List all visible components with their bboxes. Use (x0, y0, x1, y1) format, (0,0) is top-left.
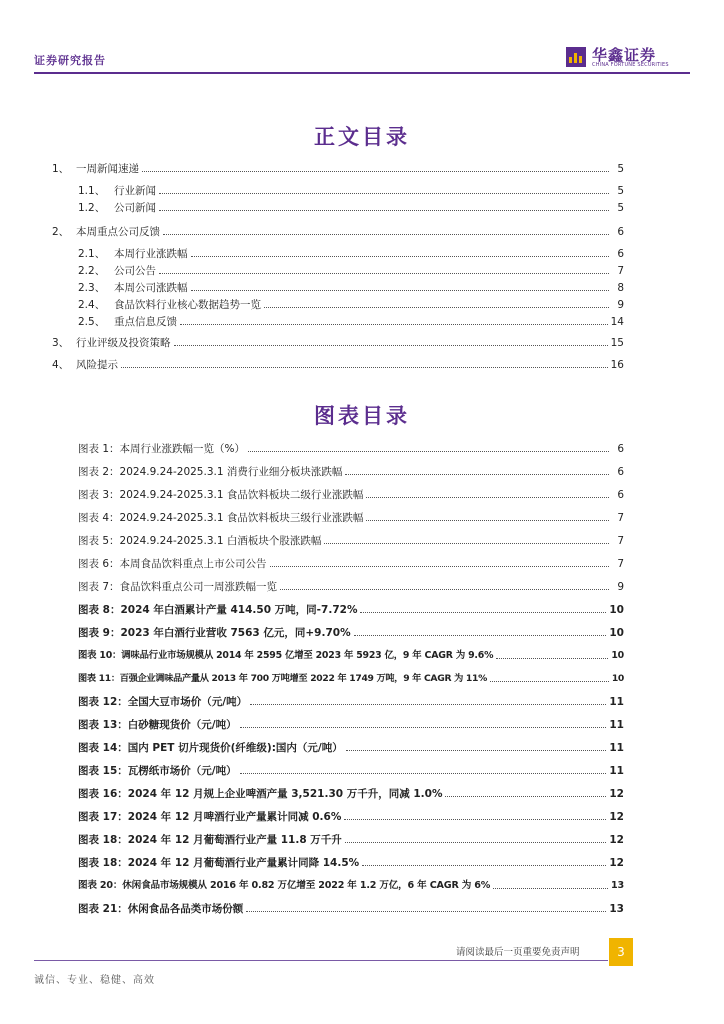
figure-item-text: 2023 年白酒行业营收 7563 亿元，同+9.70% (120, 627, 351, 639)
toc-item-number: 1.2、 (78, 202, 106, 214)
dot-leader (159, 210, 609, 211)
figure-item-label: 图表 8： (78, 604, 121, 616)
header-divider (34, 72, 690, 74)
figure-item-page: 10 (609, 604, 624, 616)
figure-item-label: 图表 11： (78, 673, 120, 684)
dot-leader (174, 345, 608, 346)
figure-item-text: 2024 年 12 月规上企业啤酒产量 3,521.30 万千升，同减 1.0% (127, 788, 443, 800)
dot-leader (240, 727, 607, 728)
brand-subtitle: CHINA FORTUNE SECURITIES (592, 62, 669, 68)
figure-item-label: 图表 18： (78, 857, 128, 869)
figure-item-text: 全国大豆市场价（元/吨） (127, 696, 248, 708)
toc-item-page: 8 (617, 282, 624, 294)
toc-item[interactable] (78, 245, 624, 261)
figure-item-text: 百强企业调味品产量从 2013 年 700 万吨增至 2022 年 1749 万吨，9 年 CAGR 为 11% (119, 673, 488, 684)
dot-leader (121, 367, 608, 368)
toc-item-number: 2.1、 (78, 248, 106, 260)
dot-leader (362, 865, 606, 866)
figure-item[interactable] (78, 463, 624, 479)
toc-item[interactable] (52, 356, 624, 372)
toc-item-page: 15 (610, 337, 624, 349)
figure-item-text: 食品饮料重点公司一周涨跌幅一览 (119, 581, 278, 593)
figure-item[interactable] (78, 693, 624, 709)
figure-item[interactable] (78, 808, 624, 824)
figure-item[interactable] (78, 716, 624, 732)
figure-item-page: 12 (609, 857, 624, 869)
figure-item-page: 11 (609, 742, 624, 754)
dot-leader (248, 451, 609, 452)
report-type-label: 证券研究报告 (34, 54, 106, 67)
toc-item-number: 1.1、 (78, 185, 106, 197)
figure-item[interactable] (78, 877, 624, 893)
footer-divider (34, 960, 608, 961)
figure-item[interactable] (78, 555, 624, 571)
toc-item-page: 5 (617, 185, 624, 197)
figure-item[interactable] (78, 647, 624, 663)
figure-item-text: 国内 PET 切片现货价(纤维级):国内（元/吨） (127, 742, 343, 754)
dot-leader (163, 234, 609, 235)
toc-item-page: 6 (617, 248, 624, 260)
figure-item-label: 图表 9： (78, 627, 121, 639)
figure-item-page: 6 (617, 443, 624, 455)
dot-leader (159, 273, 609, 274)
page-number-badge: 3 (609, 938, 633, 966)
figure-item-text: 2024 年 12 月葡萄酒行业产量 11.8 万千升 (127, 834, 342, 846)
dot-leader (240, 773, 607, 774)
figure-item[interactable] (78, 601, 624, 617)
disclaimer-note: 请阅读最后一页重要免责声明 (456, 947, 580, 958)
figure-item-text: 2024 年 12 月葡萄酒行业产量累计同降 14.5% (127, 857, 360, 869)
figure-item-page: 6 (617, 466, 624, 478)
figure-item-text: 休闲食品各品类市场份额 (127, 903, 244, 915)
toc-item-text: 公司公告 (114, 265, 156, 277)
toc-item[interactable] (78, 279, 624, 295)
figure-item-text: 休闲食品市场规模从 2016 年 0.82 万亿增至 2022 年 1.2 万亿，6 年 CAGR 为 6% (122, 880, 491, 891)
toc-item-text: 重点信息反馈 (114, 316, 177, 328)
figure-item[interactable] (78, 739, 624, 755)
toc-item-number: 2.4、 (78, 299, 106, 311)
toc-item[interactable] (78, 182, 624, 198)
dot-leader (366, 497, 609, 498)
figure-item-text: 2024.9.24-2025.3.1 食品饮料板块二级行业涨跌幅 (119, 489, 364, 501)
figure-item-page: 11 (609, 696, 624, 708)
figure-item-page: 12 (609, 811, 624, 823)
toc-item-page: 14 (610, 316, 624, 328)
toc-item-page: 16 (610, 359, 624, 371)
toc-item-page: 9 (617, 299, 624, 311)
dot-leader (360, 612, 606, 613)
toc-item[interactable] (52, 160, 624, 176)
toc-item-text: 本周行业涨跌幅 (114, 248, 188, 260)
figure-item-page: 7 (617, 535, 624, 547)
figure-item-page: 12 (609, 834, 624, 846)
figure-item-page: 12 (609, 788, 624, 800)
toc-item-number: 2、 (52, 226, 70, 238)
toc-item-page: 5 (617, 202, 624, 214)
toc-item[interactable] (78, 313, 624, 329)
figure-item-text: 2024 年 12 月啤酒行业产量累计同减 0.6% (127, 811, 342, 823)
figure-item-label: 图表 5： (78, 535, 120, 547)
dot-leader (344, 819, 606, 820)
toc-item-page: 7 (617, 265, 624, 277)
figure-item-label: 图表 3： (78, 489, 120, 501)
figure-item-page: 11 (609, 719, 624, 731)
toc-item-number: 2.3、 (78, 282, 106, 294)
figure-item[interactable] (78, 578, 624, 594)
figure-item[interactable] (78, 509, 624, 525)
dot-leader (270, 566, 609, 567)
figure-item-page: 13 (611, 880, 624, 891)
dot-leader (324, 543, 609, 544)
figure-item-page: 7 (617, 558, 624, 570)
dot-leader (191, 290, 610, 291)
figure-item-label: 图表 18： (78, 834, 128, 846)
dot-leader (246, 911, 606, 912)
dot-leader (345, 474, 609, 475)
toc-item-text: 公司新闻 (114, 202, 156, 214)
dot-leader (159, 193, 609, 194)
figure-item[interactable] (78, 440, 624, 456)
figure-item-text: 瓦楞纸市场价（元/吨） (127, 765, 237, 777)
dot-leader (345, 842, 607, 843)
dot-leader (180, 324, 608, 325)
dot-leader (191, 256, 610, 257)
figure-item-label: 图表 17： (78, 811, 128, 823)
toc-item-number: 2.2、 (78, 265, 106, 277)
figure-item-label: 图表 2： (78, 466, 120, 478)
brand-name: 华鑫证券 (592, 46, 657, 64)
figure-item-label: 图表 10： (78, 650, 122, 661)
company-motto: 诚信、专业、稳健、高效 (34, 975, 155, 986)
toc-item[interactable] (52, 334, 624, 350)
toc-item-text: 一周新闻速递 (76, 163, 139, 175)
figure-item[interactable] (78, 670, 624, 686)
figure-item-page: 10 (611, 650, 624, 661)
toc-item[interactable] (78, 199, 624, 215)
dot-leader (250, 704, 606, 705)
figure-item[interactable] (78, 624, 624, 640)
figure-item[interactable] (78, 532, 624, 548)
toc-item-number: 4、 (52, 359, 70, 371)
figure-item-page: 10 (611, 673, 624, 684)
toc-item-number: 2.5、 (78, 316, 106, 328)
figure-item-page: 13 (609, 903, 624, 915)
dot-leader (264, 307, 609, 308)
figure-item[interactable] (78, 486, 624, 502)
figure-item-label: 图表 6： (78, 558, 120, 570)
toc-item[interactable] (78, 262, 624, 278)
figure-item[interactable] (78, 854, 624, 870)
figure-item-label: 图表 14： (78, 742, 128, 754)
figure-item-label: 图表 15： (78, 765, 128, 777)
dot-leader (346, 750, 607, 751)
toc-item-number: 3、 (52, 337, 70, 349)
brand-logo (566, 46, 690, 70)
toc-item-number: 1、 (52, 163, 70, 175)
figure-item-page: 11 (609, 765, 624, 777)
logo-mark-icon (566, 47, 586, 67)
figure-item-label: 图表 4： (78, 512, 120, 524)
dot-leader (493, 888, 608, 889)
toc-item-text: 本周重点公司反馈 (76, 226, 160, 238)
dot-leader (142, 171, 609, 172)
toc-title: 正文目录 (314, 124, 410, 149)
figure-item-text: 本周食品饮料重点上市公司公告 (119, 558, 267, 570)
figure-item-label: 图表 1： (78, 443, 120, 455)
figure-item-page: 6 (617, 489, 624, 501)
dot-leader (280, 589, 609, 590)
dot-leader (490, 681, 609, 682)
dot-leader (354, 635, 607, 636)
dot-leader (496, 658, 608, 659)
figure-item-label: 图表 21： (78, 903, 128, 915)
figure-item-label: 图表 12： (78, 696, 128, 708)
toc-item-page: 6 (617, 226, 624, 238)
toc-item-text: 食品饮料行业核心数据趋势一览 (114, 299, 261, 311)
figure-item-text: 2024.9.24-2025.3.1 食品饮料板块三级行业涨跌幅 (119, 512, 364, 524)
figure-item-text: 2024.9.24-2025.3.1 白酒板块个股涨跌幅 (119, 535, 322, 547)
toc-item[interactable] (52, 223, 624, 239)
figure-item[interactable] (78, 762, 624, 778)
dot-leader (366, 520, 609, 521)
figure-item-text: 调味品行业市场规模从 2014 年 2595 亿增至 2023 年 5923 亿，9 年 CAGR 为 9.6% (121, 650, 494, 661)
figure-item-text: 本周行业涨跌幅一览（%） (119, 443, 246, 455)
figure-item-text: 白砂糖现货价（元/吨） (127, 719, 237, 731)
figure-item[interactable] (78, 831, 624, 847)
figure-item-label: 图表 20： (78, 880, 123, 891)
toc-item-text: 行业新闻 (114, 185, 156, 197)
figure-item-text: 2024 年白酒累计产量 414.50 万吨，同-7.72% (120, 604, 358, 616)
toc-item-text: 风险提示 (76, 359, 118, 371)
figure-item-label: 图表 16： (78, 788, 128, 800)
toc-item-text: 行业评级及投资策略 (76, 337, 171, 349)
figure-item[interactable] (78, 900, 624, 916)
figure-list-title: 图表目录 (314, 403, 410, 428)
figure-item-page: 10 (609, 627, 624, 639)
figure-item-label: 图表 13： (78, 719, 128, 731)
toc-item-text: 本周公司涨跌幅 (114, 282, 188, 294)
figure-item-page: 7 (617, 512, 624, 524)
toc-item-page: 5 (617, 163, 624, 175)
figure-item[interactable] (78, 785, 624, 801)
figure-item-page: 9 (617, 581, 624, 593)
dot-leader (445, 796, 606, 797)
figure-item-text: 2024.9.24-2025.3.1 消费行业细分板块涨跌幅 (119, 466, 343, 478)
toc-item[interactable] (78, 296, 624, 312)
figure-item-label: 图表 7： (78, 581, 120, 593)
